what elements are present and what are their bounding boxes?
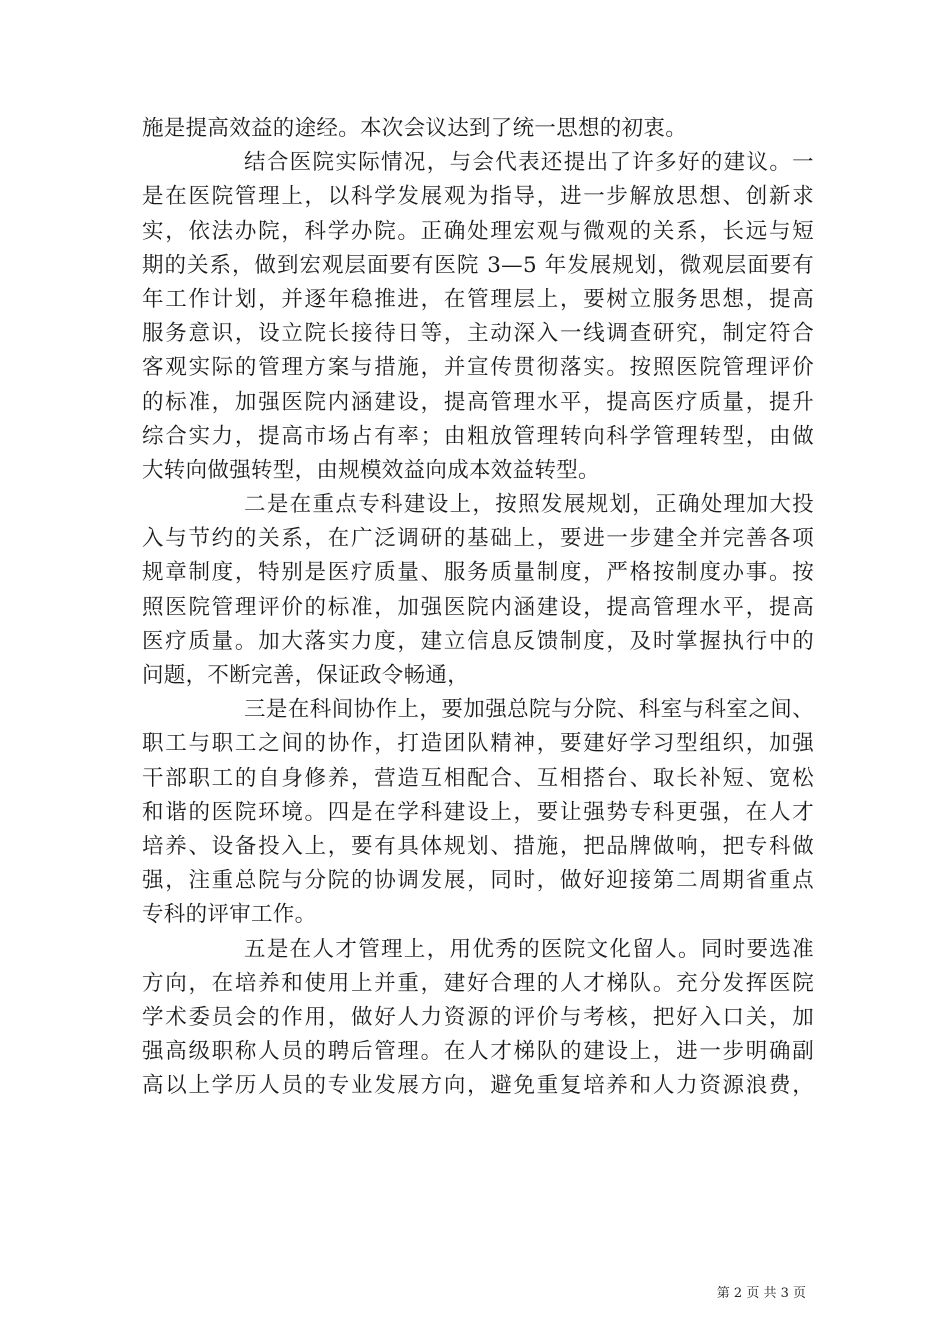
text-line: 专科的评审工作。: [142, 902, 317, 928]
text-line: 客观实际的管理方案与措施，并宣传贯彻落实。按照医院管理评价: [142, 355, 814, 381]
text-line: 照医院管理评价的标准，加强医院内涵建设，提高管理水平，提高: [142, 594, 814, 620]
text-line: 年工作计划，并逐年稳推进，在管理层上，要树立服务思想，提高: [142, 286, 814, 312]
text-line: 医疗质量。加大落实力度，建立信息反馈制度，及时掌握执行中的: [142, 628, 814, 654]
text-line: 结合医院实际情况，与会代表还提出了许多好的建议。一: [244, 150, 814, 176]
text-line: 干部职工的自身修养，营造互相配合、互相搭台、取长补短、宽松: [142, 765, 814, 791]
text-line: 实，依法办院，科学办院。正确处理宏观与微观的关系，长远与短: [142, 218, 814, 244]
text-line: 二是在重点专科建设上，按照发展规划，正确处理加大投: [244, 492, 814, 518]
text-line: 综合实力，提高市场占有率；由粗放管理转向科学管理转型，由做: [142, 423, 814, 449]
text-line: 施是提高效益的途经。本次会议达到了统一思想的初衷。: [142, 116, 688, 141]
body-text: [142, 112, 814, 1103]
text-line: 培养、设备投入上，要有具体规划、措施，把品牌做响，把专科做: [142, 833, 814, 859]
text-line: 的标准，加强医院内涵建设，提高管理水平，提高医疗质量，提升: [142, 389, 814, 415]
text-line: 五是在人才管理上，用优秀的医院文化留人。同时要选准: [244, 936, 814, 962]
text-line: 职工与职工之间的协作，打造团队精神，要建好学习型组织，加强: [142, 731, 814, 757]
text-line: 期的关系，做到宏观层面要有医院 3—5 年发展规划，微观层面要有: [142, 252, 814, 278]
text-line: 方向，在培养和使用上并重，建好合理的人才梯队。充分发挥医院: [142, 970, 814, 996]
text-line: 学术委员会的作用，做好人力资源的评价与考核，把好入口关，加: [142, 1004, 814, 1030]
text-line: 服务意识，设立院长接待日等，主动深入一线调查研究，制定符合: [142, 321, 814, 347]
text-line: 强，注重总院与分院的协调发展，同时，做好迎接第二周期省重点: [142, 868, 814, 894]
text-line: 和谐的医院环境。四是在学科建设上，要让强势专科更强，在人才: [142, 799, 814, 825]
text-line: 问题，不断完善，保证政令畅通，: [142, 663, 470, 688]
text-line: 高以上学历人员的专业发展方向，避免重复培养和人力资源浪费，: [142, 1073, 814, 1099]
text-line: 入与节约的关系，在广泛调研的基础上，要进一步建全并完善各项: [142, 526, 814, 552]
text-line: 三是在科间协作上，要加强总院与分院、科室与科室之间、: [244, 697, 814, 723]
text-line: 大转向做强转型，由规模效益向成本效益转型。: [142, 457, 600, 483]
text-line: 强高级职称人员的聘后管理。在人才梯队的建设上，进一步明确副: [142, 1039, 814, 1065]
text-line: 是在医院管理上，以科学发展观为指导，进一步解放思想、创新求: [142, 184, 814, 210]
page-number-footer: 第 2 页 共 3 页: [716, 1286, 806, 1301]
text-line: 规章制度，特别是医疗质量、服务质量制度，严格按制度办事。按: [142, 560, 814, 586]
